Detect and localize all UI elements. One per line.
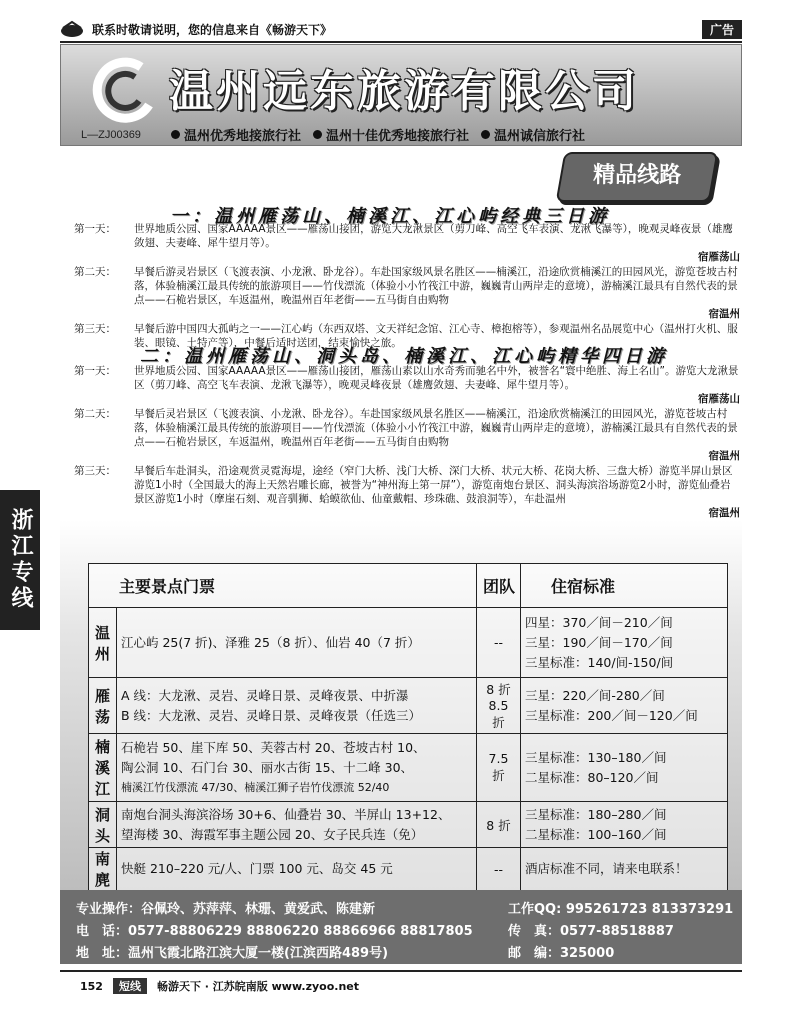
bullet-icon [171, 130, 180, 139]
table-row [89, 678, 728, 734]
route1-itinerary [74, 222, 740, 351]
bullet-icon [313, 130, 322, 139]
stay-cell: 三星标准：180–280／间 二星标准：100–160／间 [521, 802, 728, 848]
col-header-stay: 住宿标准 [521, 564, 728, 608]
zhejiang-line-tab: 浙江专线 [0, 490, 40, 630]
bullet-icon [481, 130, 490, 139]
table-header-row [89, 564, 728, 608]
stay-cell: 四星：370／间－210／间 三星：190／间－170／间 三星标准：140/间-150/间 [521, 608, 728, 678]
stay-cell: 三星标准：130–180／间 二星标准：80–120／间 [521, 734, 728, 802]
region-cell: 南 麂 [89, 848, 117, 891]
honor-item: 温州诚信旅行社 [481, 125, 585, 144]
honors-list [171, 125, 585, 144]
top-bar [60, 18, 740, 40]
table-row [89, 608, 728, 678]
magazine-logo-icon [60, 20, 84, 38]
fax-line: 传 真：0577-88518887 [508, 924, 674, 939]
section-tag: 短线 [113, 978, 147, 994]
region-cell: 温 州 [89, 608, 117, 678]
qq-line: 工作QQ: 995261723 813373291 [508, 902, 734, 917]
top-divider [60, 41, 742, 43]
group-cell: -- [477, 608, 521, 678]
region-cell: 楠 溪 江 [89, 734, 117, 802]
honor-item: 温州优秀地接旅行社 [171, 125, 301, 144]
itinerary-day: 第二天： 早餐后灵岩景区（飞渡表演、小龙湫、卧龙谷）。车赴国家级风景名胜区——楠溪江，沿途欣赏楠溪江的田园风光，游览苍坡古村落，体验楠溪江最具传统的旅游项目——竹伐漂流（体验小小竹筏江中游，巍巍青山两岸走的意境），游楠溪江最具有自然代表的景点——石桅岩景区，车返温州，晚温州百年老街——五马街自由购物 宿温州 [74, 408, 740, 462]
col-header-tickets: 主要景点门票 [89, 564, 477, 608]
honor-item: 温州十佳优秀地接旅行社 [313, 125, 469, 144]
zip-line: 邮 编：325000 [508, 946, 615, 961]
tickets-cell: 江心屿 25(7 折)、泽雅 25（8 折）、仙岩 40（7 折） [117, 608, 477, 678]
company-title: 温州远东旅游有限公司 [169, 66, 639, 117]
group-cell: 7.5 折 [477, 734, 521, 802]
table-row [89, 734, 728, 802]
itinerary-day: 第一天： 世界地质公园、国家AAAAA景区——雁荡山接团，雁荡山素以山水奇秀而驰名中外，被誉名“寰中绝胜、海上名山”。游览大龙湫景区（剪刀峰、高空飞车表演、龙湫飞瀑等），晚观灵峰夜景（雄鹰敛翅、夫妻峰、犀牛望月等）。 宿雁荡山 [74, 365, 740, 405]
group-cell: 8 折 8.5 折 [477, 678, 521, 734]
staff-line: 专业操作：谷佩玲、苏萍萍、林珊、黄爱武、陈建新 [76, 902, 376, 917]
stay-cell: 三星：220／间-280／间 三星标准：200／间－120／间 [521, 678, 728, 734]
group-cell: -- [477, 848, 521, 891]
table-row [89, 848, 728, 891]
tickets-cell: 快艇 210–220 元/人、门票 100 元、岛交 45 元 [117, 848, 477, 891]
address-line: 地 址：温州飞霞北路江滨大厦一楼(江滨西路489号) [76, 946, 389, 961]
license-number: L—ZJ00369 [81, 129, 141, 141]
contact-footer [60, 890, 742, 964]
table-row [89, 802, 728, 848]
route1-title: 一：温州雁荡山、楠溪江、江心屿经典三日游 [170, 206, 610, 227]
premium-routes-badge: 精品线路 [556, 152, 719, 202]
company-logo-icon [89, 55, 159, 125]
itinerary-day: 第一天： 世界地质公园、国家AAAAA景区——雁荡山接团，游览大龙湫景区（剪刀峰、高空飞车表演、龙湫飞瀑等），晚观灵峰夜景（雄鹰敛翅、夫妻峰、犀牛望月等）。 宿雁荡山 [74, 223, 740, 263]
tickets-cell: A 线：大龙湫、灵岩、灵峰日景、灵峰夜景、中折瀑 B 线：大龙湫、灵岩、灵峰日景、灵峰夜景（任选三） [117, 678, 477, 734]
itinerary-day: 第二天： 早餐后游灵岩景区（飞渡表演、小龙湫、卧龙谷）。车赴国家级风景名胜区——楠溪江，沿途欣赏楠溪江的田园风光，游览苍坡古村落，体验楠溪江最具传统的旅游项目——竹伐漂流（体验小小竹筏江中游，巍巍青山两岸走的意境），游楠溪江最具有自然代表的景点——石桅岩景区，车返温州，晚温州百年老街——五马街自由购物 宿温州 [74, 266, 740, 320]
itinerary-day: 第三天： 早餐后游中国四大孤屿之一——江心屿（东西双塔、文天祥纪念馆、江心寺、樟抱榕等），参观温州名品展览中心（温州打火机、服装、眼镜、土特产等），中餐后适时送团，结束愉快之旅。 [74, 323, 738, 349]
bottom-divider [60, 970, 742, 972]
route2-title: 二：温州雁荡山、洞头岛、楠溪江、江心屿精华四日游 [140, 346, 668, 367]
region-cell: 洞 头 [89, 802, 117, 848]
company-header [60, 44, 742, 146]
publication-line: 畅游天下 · 江苏皖南版 www.zyoo.net [156, 980, 360, 993]
phone-line: 电 话：0577-88806229 88806220 88866966 88817805 [76, 924, 473, 939]
page-footer [80, 978, 359, 994]
col-header-group: 团队 [477, 564, 521, 608]
group-cell: 8 折 [477, 802, 521, 848]
stay-cell: 酒店标准不同，请来电联系！ [521, 848, 728, 891]
region-cell: 雁 荡 [89, 678, 117, 734]
tickets-cell: 石桅岩 50、崖下库 50、芙蓉古村 20、苍坡古村 10、 陶公洞 10、石门台 30、丽水古街 15、十二峰 30、 楠溪江竹伐漂流 47/30、楠溪江狮子岩竹伐漂流 52/40 [117, 734, 477, 802]
tickets-cell: 南炮台洞头海滨浴场 30+6、仙叠岩 30、半屏山 13+12、 望海楼 30、海霞军事主题公园 20、女子民兵连（免） [117, 802, 477, 848]
ad-label: 广告 [702, 20, 742, 39]
itinerary-day: 第三天： 早餐后车赴洞头，沿途观赏灵霓海堤，途经（窄门大桥、浅门大桥、深门大桥、状元大桥、花岗大桥、三盘大桥）游览半屏山景区游览1小时（全国最大的海上天然岩雕长廊，被誉为“神州海上第一屏”），游览南炮台景区、洞头海滨浴场游览2小时，游览仙叠岩景区游览1小时（摩崖石刻、观音驯狮、蛤蟆欲仙、仙童戴帽、珍珠礁、鼓浪洞等），车赴温州 宿温州 [74, 465, 740, 519]
price-table [88, 563, 728, 891]
page-number: 152 [80, 979, 103, 993]
top-bar-text: 联系时敬请说明，您的信息来自《畅游天下》 [92, 22, 333, 37]
